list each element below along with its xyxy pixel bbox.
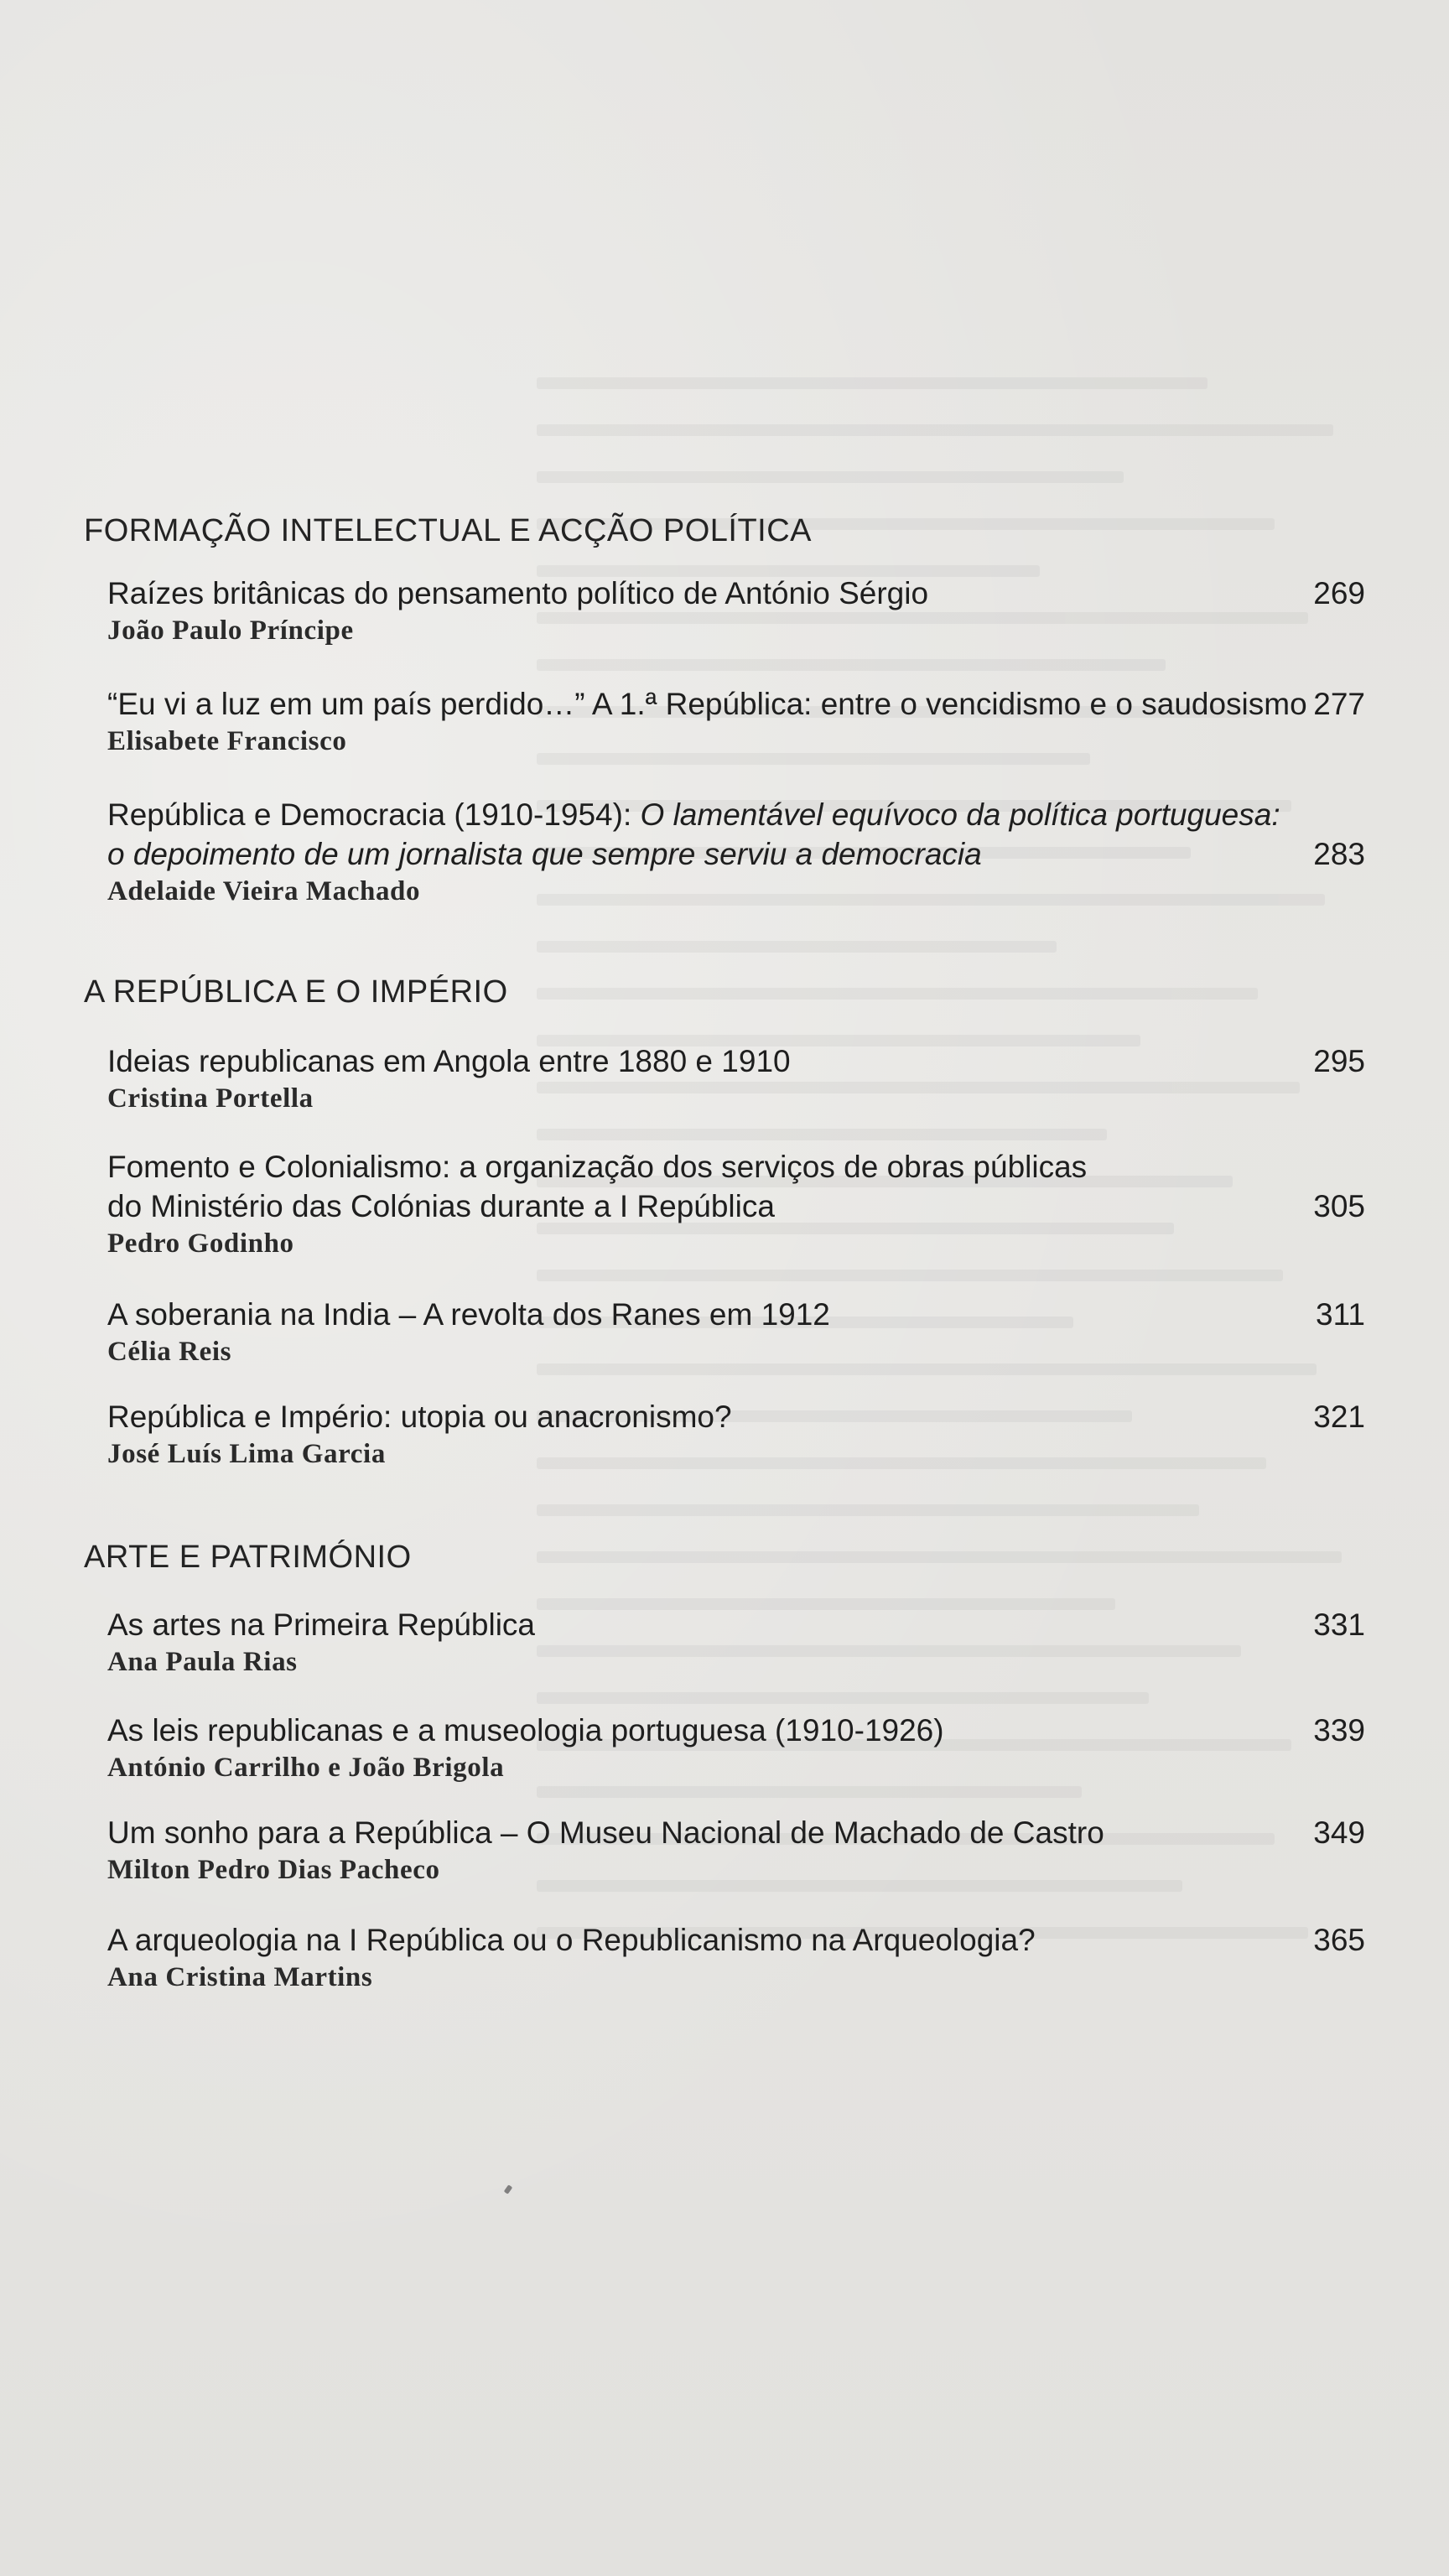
- entry-page-number: 365: [1313, 1923, 1365, 1957]
- pencil-mark: [504, 2184, 513, 2194]
- entry-title-line2: [107, 834, 1265, 874]
- entry-title: As leis republicanas e a museologia portuguesa (1910-1926): [107, 1713, 944, 1748]
- entry-author: António Carrilho e João Brigola: [107, 1753, 505, 1783]
- entry-title: Ideias republicanas em Angola entre 1880 e 1910: [107, 1044, 791, 1078]
- entry-author: Elisabete Francisco: [107, 726, 347, 756]
- entry-author: Cristina Portella: [107, 1083, 314, 1114]
- section-header-republica-imperio: A REPÚBLICA E O IMPÉRIO: [84, 974, 508, 1010]
- toc-entry: [107, 1147, 1365, 1261]
- toc-entry: [107, 1605, 1365, 1680]
- entry-title: Um sonho para a República – O Museu Nacional de Machado de Castro: [107, 1815, 1104, 1850]
- entry-page-number: 295: [1313, 1044, 1365, 1078]
- entry-title: As artes na Primeira República: [107, 1607, 535, 1642]
- entry-author: Célia Reis: [107, 1337, 232, 1367]
- entry-title: A arqueologia na I República ou o Republicanismo na Arqueologia?: [107, 1923, 1036, 1957]
- entry-page-number: 311: [1316, 1297, 1365, 1332]
- entry-page-number: 269: [1313, 576, 1365, 610]
- entry-page-number: 283: [1313, 837, 1365, 871]
- entry-page-number: 277: [1313, 687, 1365, 721]
- toc-entry: [107, 684, 1365, 759]
- entry-title: “Eu vi a luz em um país perdido…” A 1.ª República: entre o vencidismo e o saudosismo: [107, 687, 1307, 721]
- entry-author: Milton Pedro Dias Pacheco: [107, 1855, 440, 1885]
- toc-entry: [107, 1397, 1365, 1472]
- entry-page-number: 349: [1313, 1815, 1365, 1850]
- toc-entry: [107, 1295, 1365, 1369]
- entry-page-number: 331: [1313, 1607, 1365, 1642]
- section-header-formacao: FORMAÇÃO INTELECTUAL E ACÇÃO POLÍTICA: [84, 513, 813, 548]
- toc-entry: [107, 795, 1365, 909]
- entry-author: Adelaide Vieira Machado: [107, 876, 421, 906]
- toc-entry: [107, 1813, 1365, 1888]
- toc-entry: [107, 574, 1365, 648]
- entry-title: Fomento e Colonialismo: a organização dos serviços de obras públicas: [107, 1150, 1088, 1184]
- toc-entry: [107, 1711, 1365, 1785]
- entry-title: Raízes britânicas do pensamento político de António Sérgio: [107, 576, 929, 610]
- entry-title: República e Império: utopia ou anacronismo?: [107, 1400, 732, 1434]
- entry-author: João Paulo Príncipe: [107, 615, 354, 646]
- entry-title: [107, 795, 1280, 834]
- entry-author: Ana Paula Rias: [107, 1647, 298, 1677]
- entry-page-number: 339: [1313, 1713, 1365, 1748]
- entry-title-line2: do Ministério das Colónias durante a I República: [107, 1189, 775, 1223]
- section-header-arte-patrimonio: ARTE E PATRIMÓNIO: [84, 1540, 412, 1575]
- toc-entry: [107, 1041, 1365, 1116]
- entry-title-line2-italic: o depoimento de um jornalista que sempre serviu a democracia: [107, 837, 982, 871]
- entry-page-number: 305: [1313, 1189, 1365, 1223]
- entry-title-line1: República e Democracia (1910-1954):: [107, 797, 641, 832]
- entry-author: Pedro Godinho: [107, 1228, 294, 1259]
- toc-entry: [107, 1920, 1365, 1995]
- entry-author: Ana Cristina Martins: [107, 1962, 373, 1992]
- entry-author: José Luís Lima Garcia: [107, 1439, 386, 1469]
- entry-title-line1-italic: O lamentável equívoco da política portuguesa:: [640, 797, 1280, 832]
- entry-page-number: 321: [1313, 1400, 1365, 1434]
- entry-title: A soberania na India – A revolta dos Ranes em 1912: [107, 1297, 830, 1332]
